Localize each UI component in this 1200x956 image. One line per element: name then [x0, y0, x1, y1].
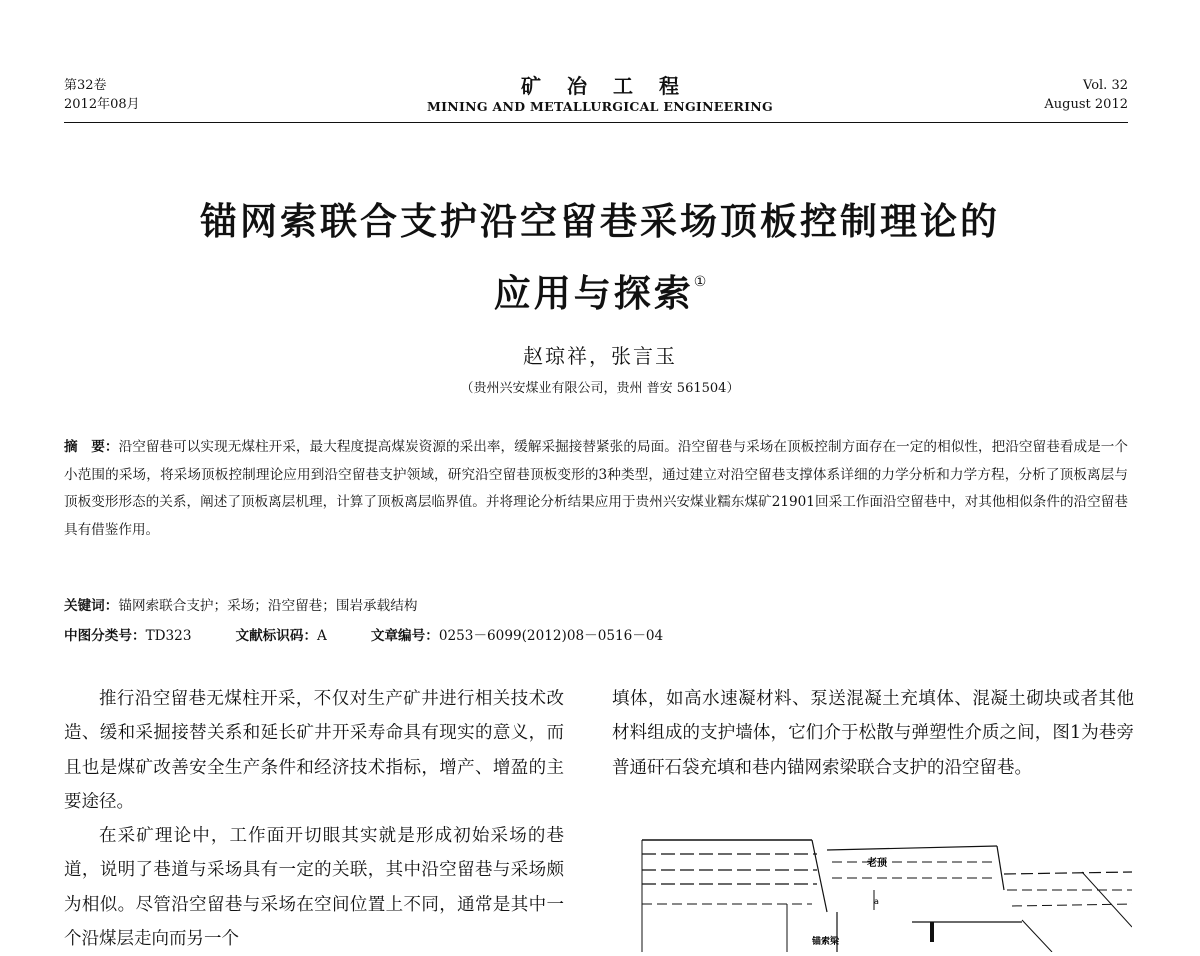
article-number-label: 文章编号：	[370, 628, 439, 644]
classification	[64, 624, 1128, 644]
abstract-label: 摘 要：	[64, 439, 119, 455]
stratum-line	[1004, 872, 1132, 874]
doc-code-label: 文献标识码：	[235, 628, 318, 644]
volume-en: Vol. 32	[1083, 78, 1128, 93]
stratum-line	[1012, 904, 1132, 906]
body-right-column	[612, 682, 1134, 785]
roof-block-top	[827, 846, 997, 850]
date-cn: 2012年08月	[64, 97, 140, 112]
figure-1-diagram	[612, 832, 1132, 952]
label-cable-beam: 锚索梁	[812, 937, 840, 947]
title-line-1: 锚网索联合支护沿空留巷采场顶板控制理论的	[200, 200, 1000, 243]
header-center	[0, 74, 1200, 116]
header-right	[1044, 76, 1128, 114]
abstract-text: 沿空留巷可以实现无煤柱开采，最大程度提高煤炭资源的采出率，缓解采掘接替紧张的局面。沿空留巷与采场在顶板控制方面存在一定的相似性，把沿空留巷看成是一个小范围的采场，将采场顶板控制理论应用到沿空留巷支护领域，研究沿空留巷顶板变形的3种类型，通过建立对沿空留巷支撑体系详细的力学分析和力学方程，分析了顶板离层与顶板变形形态的关系，阐述了顶板离层机理，计算了顶板离层临界值。并将理论分析结果应用于贵州兴安煤业糯东煤矿21901回采工作面沿空留巷中，对其他相似条件的沿空留巷具有借鉴作用。	[64, 439, 1129, 538]
date-en: August 2012	[1044, 97, 1128, 112]
clc-value: TD323	[145, 628, 192, 644]
paragraph: 在采矿理论中，工作面开切眼其实就是形成初始采场的巷道，说明了巷道与采场具有一定的关联，其中沿空留巷与采场颇为相似。尽管沿空留巷与采场在空间位置上不同，通常是其中一个沿煤层走向而另一个	[64, 826, 564, 950]
clc-label: 中图分类号：	[64, 628, 146, 644]
body-left-column	[64, 682, 564, 956]
label-a: a	[874, 897, 879, 906]
authors: 赵琼祥，张言玉	[523, 344, 677, 368]
fracture-line	[997, 846, 1004, 890]
keywords-label: 关键词：	[64, 598, 119, 614]
label-main-roof: 老顶	[867, 858, 887, 869]
footnote-mark: ①	[693, 274, 707, 290]
paragraph: 填体，如高水速凝材料、泵送混凝土充填体、混凝土砌块或者其他材料组成的支护墙体，它们介于松散与弹塑性介质之间，图1为巷旁普通矸石袋充填和巷内锚网索梁联合支护的沿空留巷。	[612, 689, 1134, 778]
affiliation: （贵州兴安煤业有限公司，贵州 普安 561504）	[460, 381, 740, 396]
roof-line	[1022, 920, 1052, 952]
abstract	[64, 434, 1128, 544]
paper-title	[0, 192, 1200, 324]
volume-cn: 第32卷	[64, 78, 107, 93]
fracture-line	[812, 840, 827, 912]
doc-code-value: A	[317, 628, 327, 644]
journal-title-en: MINING AND METALLURGICAL ENGINEERING	[427, 99, 773, 114]
header-rule	[64, 122, 1128, 123]
fracture-line	[1082, 872, 1132, 927]
paragraph: 推行沿空留巷无煤柱开采，不仅对生产矿井进行相关技术改造、缓和采掘接替关系和延长矿井开采寿命具有现实的意义，而且也是煤矿改善安全生产条件和经济技术指标，增产、增盈的主要途径。	[64, 689, 564, 812]
title-line-2: 应用与探索①	[493, 272, 707, 315]
article-number-value: 0253－6099(2012)08－0516－04	[438, 628, 664, 644]
keywords-text: 锚网索联合支护；采场；沿空留巷；围岩承载结构	[118, 598, 418, 614]
bolt-plate	[930, 922, 934, 942]
keywords	[64, 594, 1128, 614]
journal-title-cn: 矿冶工程	[521, 74, 705, 98]
